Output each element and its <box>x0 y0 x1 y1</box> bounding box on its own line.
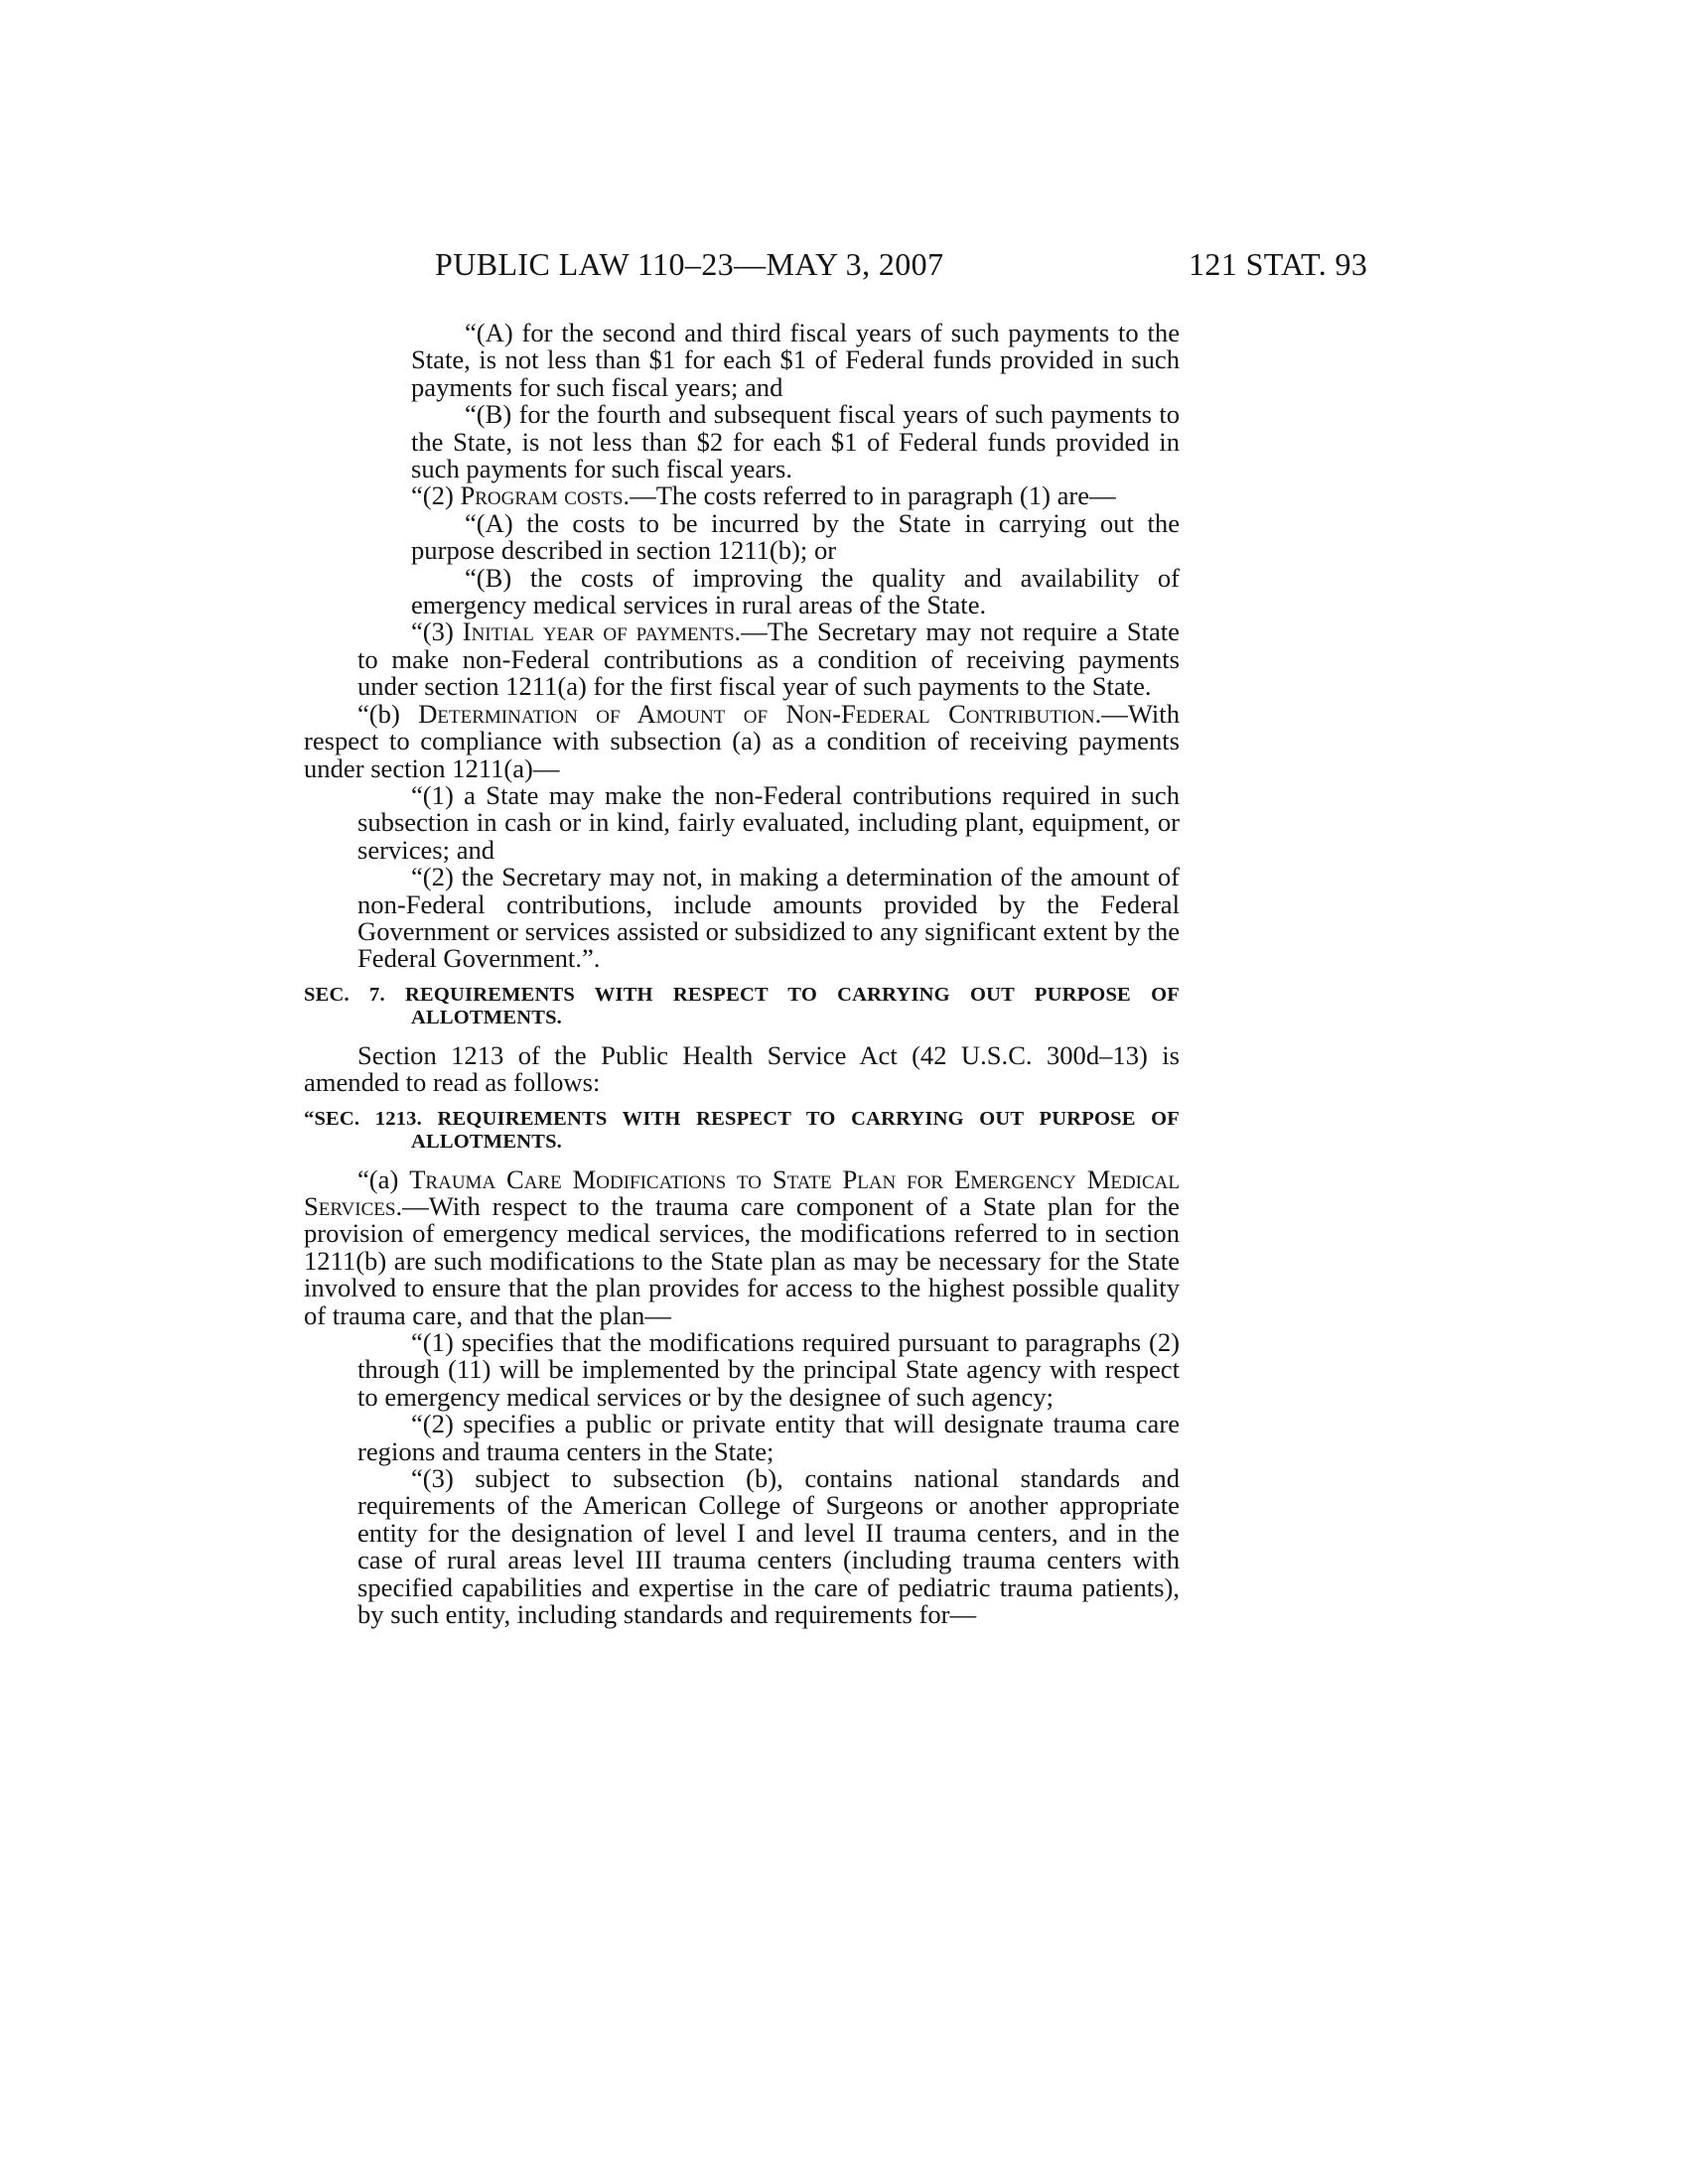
paragraph-3 <box>304 618 1180 700</box>
subsection-b-1: “(1) a State may make the non-Federal contributions required in such subsection in cash or in kind, fairly evaluated, including plant, equipment, or services; and <box>357 779 1180 865</box>
paragraph-1-b: “(B) for the fourth and subsequent fiscal years of such payments to the State, is not less than $2 for each $1 of Federal funds provided in such payments for such fiscal years. <box>411 399 1180 484</box>
subsection-a-text: —With respect to the trauma care component of a State plan for the provision of emergency medical services, the modifications referred to in section 1211(b) are such modifications to the State plan as may be necessary for the State involved to ensure that the plan provides for access to the highest possible quality of trauma care, and that the plan— <box>304 1190 1180 1330</box>
subsection-a-heading: Trauma Care Modifications to State Plan for Emergency Medical Services. <box>304 1163 1180 1221</box>
subsection-a-lead: “(a) <box>357 1163 410 1194</box>
subsection-b-text: —With respect to compliance with subsection (a) as a condition of receiving payments under section 1211(a)— <box>304 698 1180 783</box>
subsection-b-heading: Determination of Amount of Non-Federal Contribution. <box>418 698 1102 729</box>
subsection-a-3: “(3) subject to subsection (b), contains national standards and requirements of the American College of Surgeons or another appropriate entity for the designation of level I and level II trauma centers, and in the case of rural areas level III trauma centers (including trauma centers with specified capabilities and expertise in the care of pediatric trauma patients), by such entity, including standards and requirements for— <box>357 1463 1180 1630</box>
statute-text <box>304 320 1180 1628</box>
paragraph-2-text: —The costs referred to in paragraph (1) are— <box>630 480 1116 511</box>
section-1213-heading: “SEC. 1213. REQUIREMENTS WITH RESPECT TO CARRYING OUT PURPOSE OF ALLOTMENTS. <box>304 1107 1180 1154</box>
running-head <box>0 246 1688 290</box>
page-number: 121 STAT. 93 <box>1189 246 1368 282</box>
subsection-a-1: “(1) specifies that the modifications required pursuant to paragraphs (2) through (11) will be implemented by the principal State agency with respect to emergency medical services or by the designee of such agency; <box>357 1327 1180 1412</box>
paragraph-3-lead: “(3) <box>411 616 463 647</box>
paragraph-2-b: “(B) the costs of improving the quality and availability of emergency medical services in rural areas of the State. <box>411 562 1180 620</box>
subsection-a <box>304 1163 1180 1330</box>
subsection-a-2: “(2) specifies a public or private entity that will designate trauma care regions and trauma centers in the State; <box>357 1409 1180 1466</box>
paragraph-2-a: “(A) the costs to be incurred by the State in carrying out the purpose described in section 1211(b); or <box>411 507 1180 566</box>
paragraph-1-a: “(A) for the second and third fiscal years of such payments to the State, is not less than $1 for each $1 of Federal funds provided in such payments for such fiscal years; and <box>411 318 1180 402</box>
running-head-title: PUBLIC LAW 110–23—MAY 3, 2007 <box>435 246 944 282</box>
paragraph-2-lead: “(2) <box>411 480 461 511</box>
paragraph-3-text: —The Secretary may not require a State to make non-Federal contributions as a condition of receiving payments under section 1211(a) for the first fiscal year of such payments to the State. <box>357 616 1180 702</box>
section-7-heading: SEC. 7. REQUIREMENTS WITH RESPECT TO CARRYING OUT PURPOSE OF ALLOTMENTS. <box>304 983 1180 1029</box>
paragraph-2 <box>304 482 1180 509</box>
subsection-b-2: “(2) the Secretary may not, in making a determination of the amount of non-Federal contributions, include amounts provided by the Federal Government or services assisted or subsidized to any significant extent by the Federal Government.”. <box>357 862 1180 974</box>
subsection-b-lead: “(b) <box>357 698 419 729</box>
paragraph-2-heading: Program costs. <box>460 480 631 511</box>
paragraph-3-heading: Initial year of payments. <box>462 616 742 647</box>
subsection-b <box>304 698 1180 783</box>
section-7-intro: Section 1213 of the Public Health Service Act (42 U.S.C. 300d–13) is amended to read as follows: <box>304 1039 1180 1098</box>
